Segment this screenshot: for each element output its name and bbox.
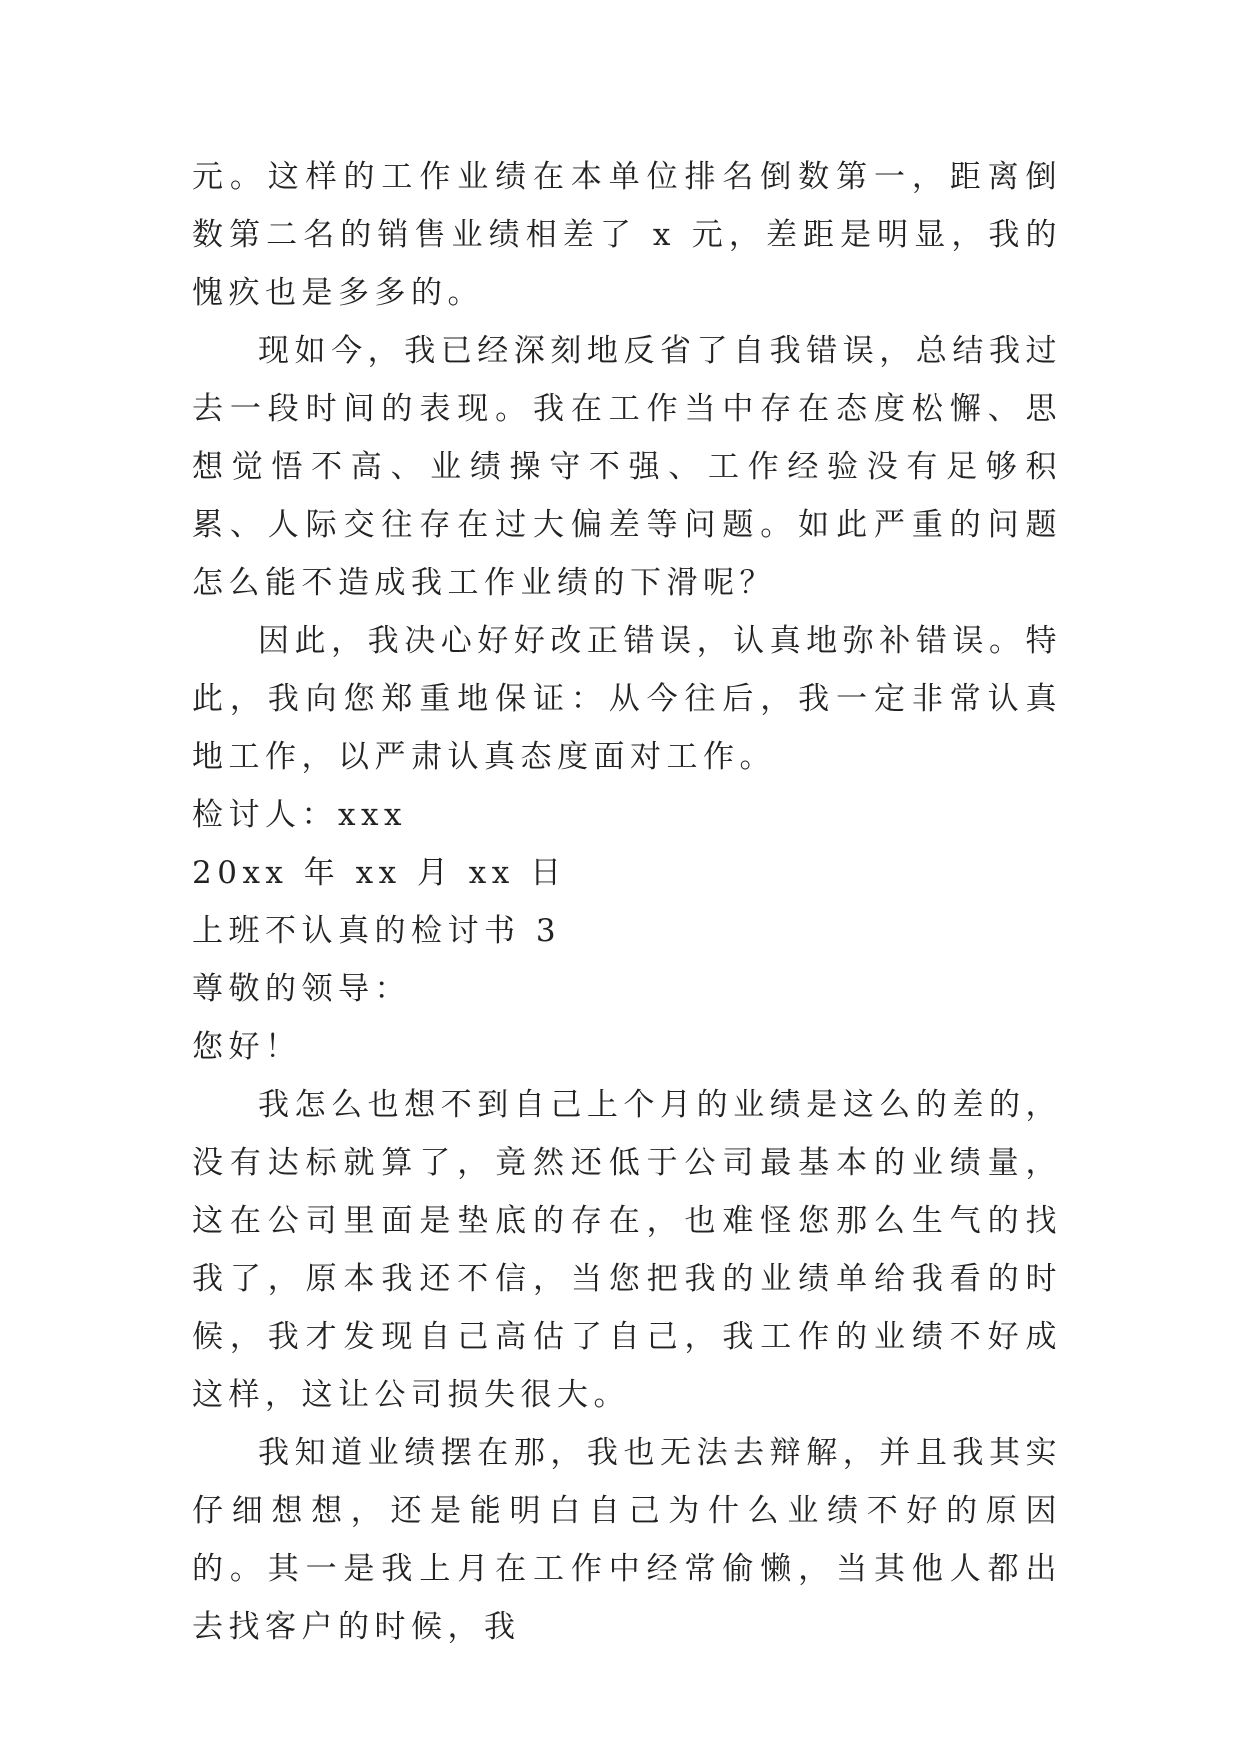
- date-line: 20xx 年 xx 月 xx 日: [192, 855, 567, 891]
- section-title: 上班不认真的检讨书 3: [192, 913, 562, 949]
- paragraph-confession: 我怎么也想不到自己上个月的业绩是这么的差的，没有达标就算了，竟然还低于公司最基本的业绩量，这在公司里面是垫底的存在，也难怪您那么生气的找我了，原本我还不信，当您把我的业绩单给我看的时候，我才发现自己高估了自己，我工作的业绩不好成这样，这让公司损失很大。: [192, 1087, 1062, 1413]
- document-body: [192, 148, 1062, 1656]
- paragraph-pledge: 因此，我决心好好改正错误，认真地弥补错误。特此，我向您郑重地保证：从今往后，我一定非常认真地工作，以严肃认真态度面对工作。: [192, 623, 1062, 775]
- paragraph-reasons: 我知道业绩摆在那，我也无法去辩解，并且我其实仔细想想，还是能明白自己为什么业绩不好的原因的。其一是我上月在工作中经常偷懒，当其他人都出去找客户的时候，我: [192, 1435, 1062, 1645]
- greeting: 您好！: [192, 1029, 302, 1065]
- salutation: 尊敬的领导：: [192, 971, 411, 1007]
- signature-line: 检讨人：xxx: [192, 797, 407, 833]
- paragraph-reflection: 现如今，我已经深刻地反省了自我错误，总结我过去一段时间的表现。我在工作当中存在态度松懈、思想觉悟不高、业绩操守不强、工作经验没有足够积累、人际交往存在过大偏差等问题。如此严重的问题怎么能不造成我工作业绩的下滑呢？: [192, 333, 1062, 601]
- paragraph-continuation: 元。这样的工作业绩在本单位排名倒数第一，距离倒数第二名的销售业绩相差了 x 元，差距是明显，我的愧疚也是多多的。: [192, 159, 1062, 311]
